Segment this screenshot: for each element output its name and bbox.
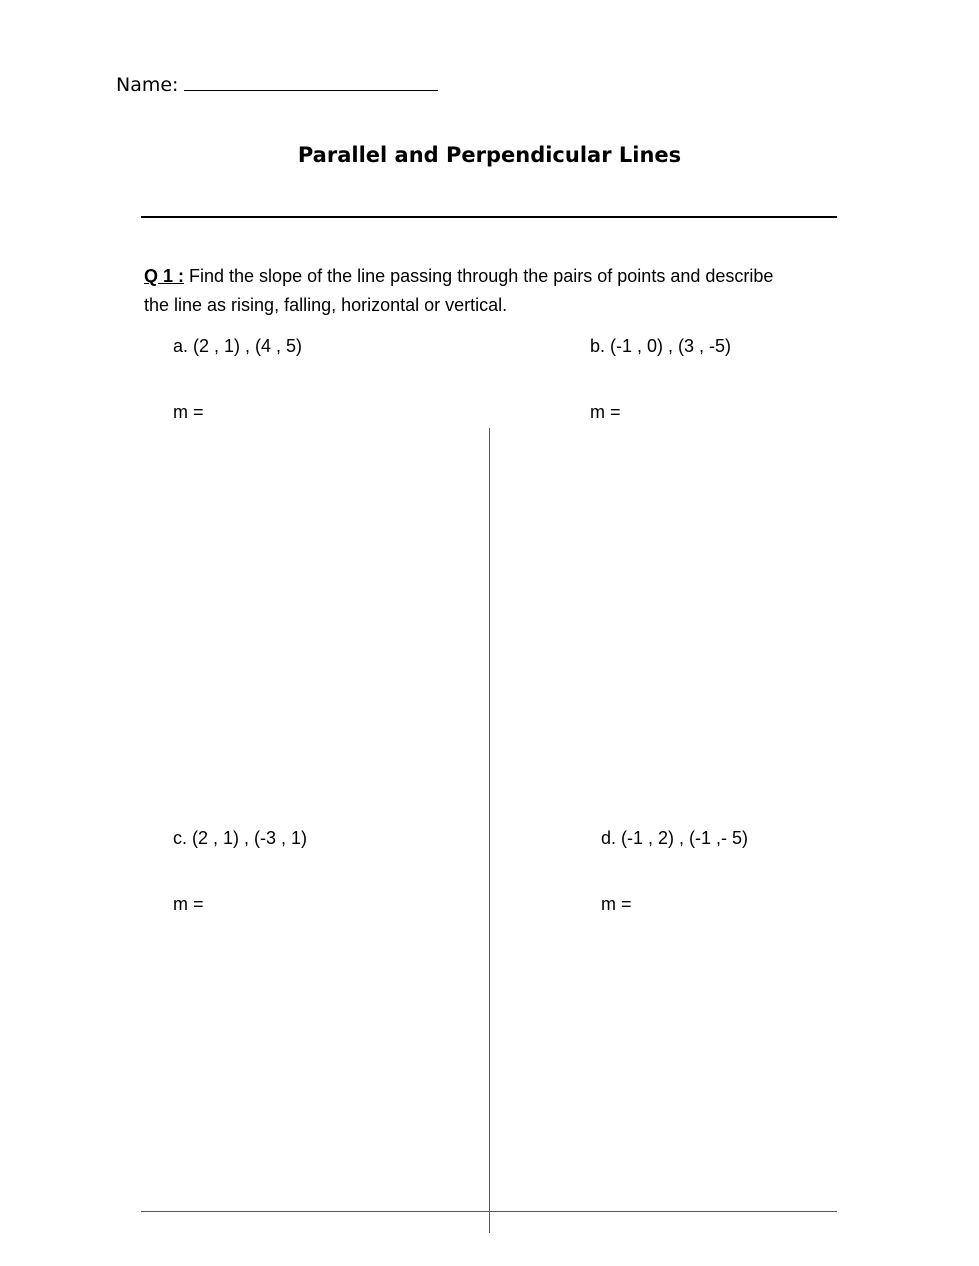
item-a-slope-label: m = [173, 402, 204, 422]
question-1-prompt: Find the slope of the line passing through the pairs of points and describe the line as rising, falling, horizontal or vertical. [144, 266, 774, 315]
page-title: Parallel and Perpendicular Lines [297, 143, 682, 167]
question-1-label: Q 1 : [144, 266, 185, 286]
column-divider [489, 428, 490, 1233]
title-divider [141, 216, 837, 218]
item-c-slope-label: m = [173, 894, 204, 914]
bottom-divider [141, 1211, 837, 1212]
item-d-slope-label: m = [601, 894, 632, 914]
item-b-slope-label: m = [590, 402, 621, 422]
item-d-points: d. (-1 , 2) , (-1 ,- 5) [601, 828, 749, 848]
item-c-points: c. (2 , 1) , (-3 , 1) [173, 828, 308, 848]
name-label: Name: [116, 74, 179, 96]
name-blank-line[interactable] [184, 72, 438, 91]
question-1 [144, 262, 784, 320]
item-a-points: a. (2 , 1) , (4 , 5) [173, 336, 303, 356]
name-field [116, 72, 438, 96]
item-b-points: b. (-1 , 0) , (3 , -5) [590, 336, 732, 356]
